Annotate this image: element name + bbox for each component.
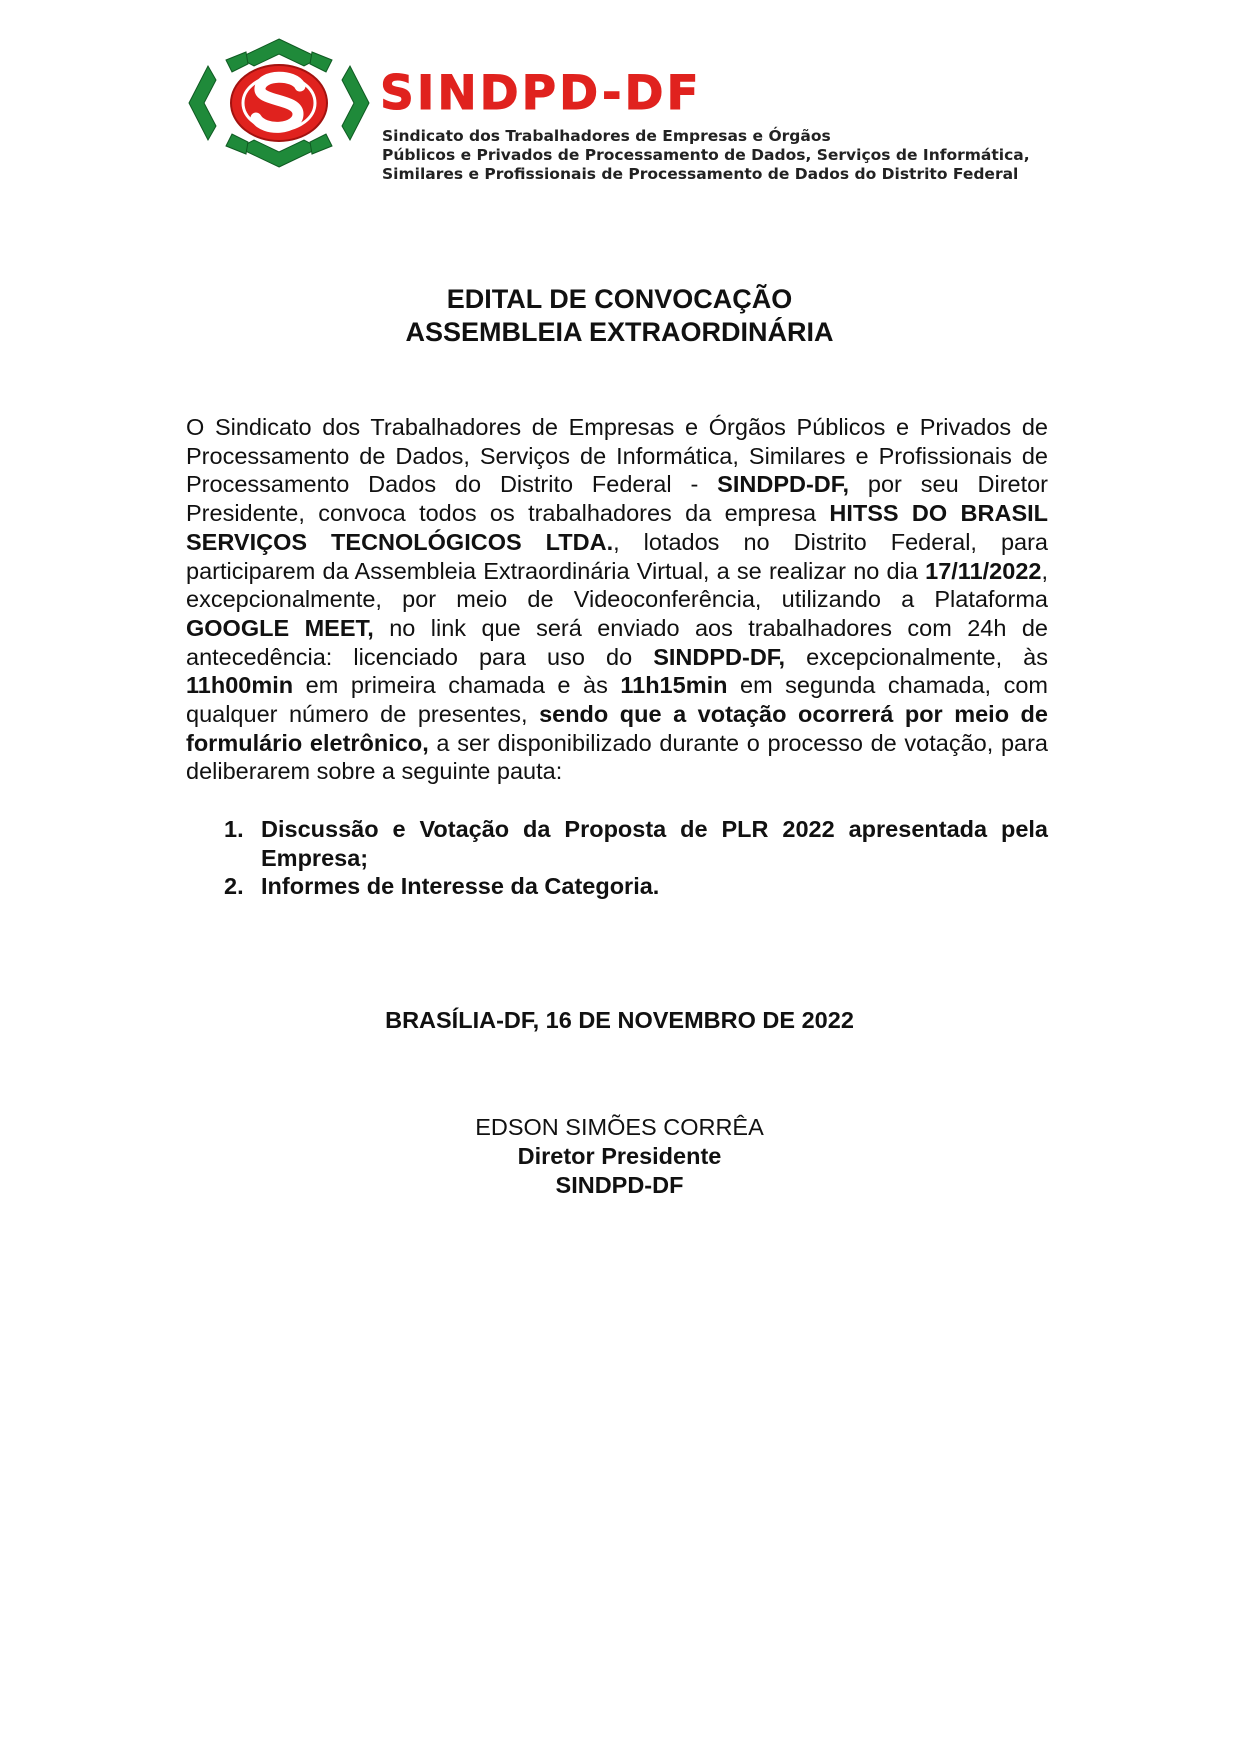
place-and-date: BRASÍLIA-DF, 16 DE NOVEMBRO DE 2022 — [385, 1007, 854, 1033]
sindpd-logo-icon — [186, 36, 372, 170]
agenda-item — [186, 815, 1048, 872]
body-text-segment: , excepcionalmente, por meio de Videoconferência, utilizando a Plataforma — [186, 557, 1048, 613]
agenda-item-text: Discussão e Votação da Proposta de PLR 2022 apresentada pela Empresa; — [261, 816, 1048, 871]
letterhead — [186, 36, 1186, 183]
body-text-segment: por seu Diretor Presidente, convoca todos os trabalhadores da empresa — [186, 471, 1049, 527]
body-text-segment: em primeira chamada e às — [293, 672, 621, 699]
signatory-role: Diretor Presidente — [517, 1143, 722, 1169]
first-call-time: 11h00min — [186, 672, 294, 699]
agenda-item-text: Informes de Interesse da Categoria. — [261, 873, 660, 900]
convocation-paragraph — [186, 413, 1048, 786]
body-bold-segment: SINDPD-DF, — [717, 471, 850, 498]
document-title: EDITAL DE CONVOCAÇÃO — [446, 284, 793, 314]
voting-method: sendo que a votação ocorrerá por meio de formulário eletrônico, — [186, 701, 1048, 756]
body-text-segment: a ser disponibilizado durante o processo de votação, para deliberarem sobre a seguinte pauta: — [186, 729, 1048, 785]
org-name-line: Públicos e Privados de Processamento de Dados, Serviços de Informática, — [382, 146, 1030, 164]
signature-block — [0, 1113, 1239, 1200]
agenda-item-number: 2. — [224, 873, 244, 900]
agenda-list — [186, 815, 1048, 901]
body-text-segment: em segunda chamada, com qualquer número de presentes, — [186, 672, 1048, 728]
org-acronym: SINDPD-DF — [380, 66, 702, 121]
agenda-item — [186, 872, 1048, 901]
body-text-segment: no link que será enviado aos trabalhadores com 24h de antecedência: licenciado para uso do — [186, 614, 1048, 670]
meeting-platform: GOOGLE MEET, — [186, 614, 374, 641]
org-name-line: Similares e Profissionais de Processamento de Dados do Distrito Federal — [382, 165, 1019, 183]
body-text-segment: , lotados no Distrito Federal, para participarem da Assembleia Extraordinária Virtual, a se realizar no dia — [186, 528, 1048, 584]
org-name-line: Sindicato dos Trabalhadores de Empresas e Órgãos — [382, 127, 831, 145]
document-subtitle: ASSEMBLEIA EXTRAORDINÁRIA — [405, 317, 834, 347]
body-text-segment: O Sindicato dos Trabalhadores de Empresas e Órgãos Públicos e Privados de Processamento de Dados, Serviços de Informática, Similares e Profissionais de Processamento Dados do Distrito Federal - — [186, 414, 1048, 498]
org-full-name — [382, 127, 1030, 184]
body-bold-segment: SINDPD-DF, — [653, 643, 786, 670]
body-text-segment: excepcionalmente, às — [785, 643, 1048, 670]
signatory-name: EDSON SIMÕES CORRÊA — [475, 1114, 764, 1140]
company-name: HITSS DO BRASIL SERVIÇOS TECNOLÓGICOS LTDA. — [186, 500, 1048, 555]
second-call-time: 11h15min — [620, 672, 728, 699]
signatory-organization: SINDPD-DF — [555, 1172, 684, 1198]
agenda-item-number: 1. — [224, 816, 244, 842]
meeting-date: 17/11/2022 — [925, 557, 1042, 584]
